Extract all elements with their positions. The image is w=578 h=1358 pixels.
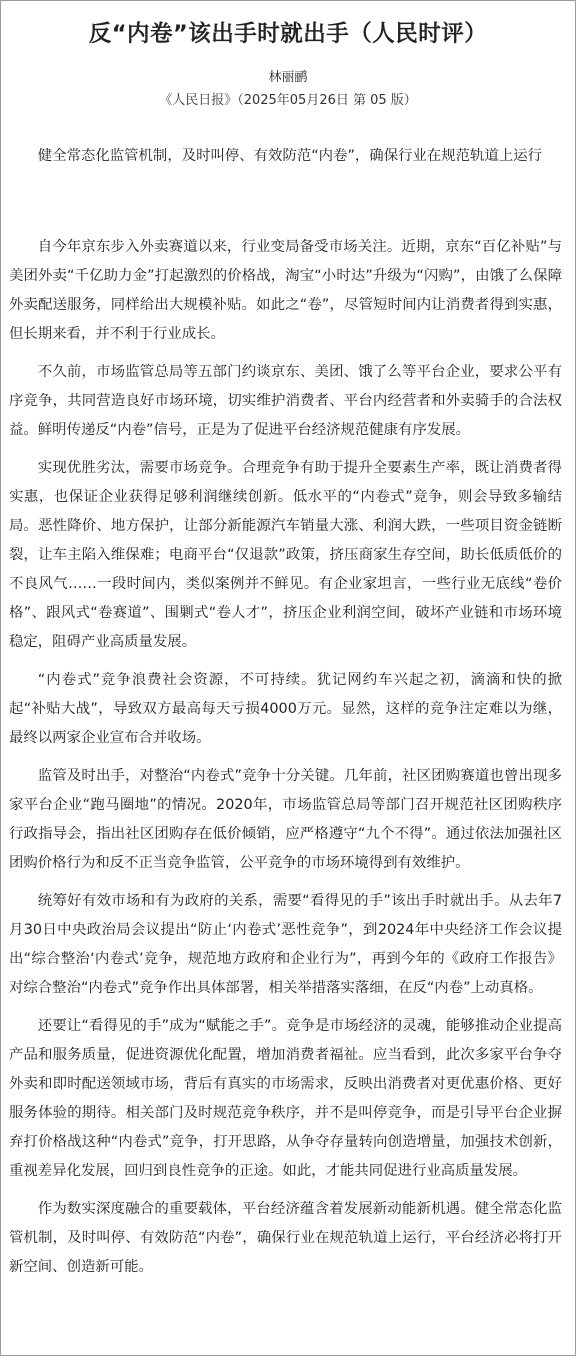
- article-title: 反“内卷”该出手时就出手（人民时评）: [88, 21, 488, 47]
- paragraph-1: 自今年京东步入外卖赛道以来，行业变局备受市场关注。近期，京东“百亿补贴”与美团外卖“千亿助力金”打起激烈的价格战，淘宝“小时达”升级为“闪购”，由饿了么保障外卖配送服务，同样给出大规模补贴。如此之“卷”，尽管短时间内让消费者得到实惠，但长期来看，并不利于行业成长。: [9, 239, 562, 342]
- paragraph-8: 作为数实深度融合的重要载体，平台经济蕴含着发展新动能新机遇。健全常态化监管机制，及时叫停、有效防范“内卷”，确保行业在规范轨道上运行，平台经济必将打开新空间、创造新可能。: [9, 1201, 562, 1275]
- article-source: 《人民日报》（2025年05月26日 第 05 版）: [159, 93, 417, 108]
- paragraph-6: 统筹好有效市场和有为政府的关系，需要“看得见的手”该出手时就出手。从去年7月30日中央政治局会议提出“防止‘内卷式’恶性竞争”，到2024年中央经济工作会议提出“综合整治‘内卷式’竞争，规范地方政府和企业行为”，再到今年的《政府工作报告》对综合整治“内卷式”竞争作出具体部署，相关举措落实落细，在反“内卷”上动真格。: [9, 893, 562, 996]
- article-subtitle: 健全常态化监管机制，及时叫停、有效防范“内卷”，确保行业在规范轨道上运行: [37, 148, 542, 164]
- paragraph-3: 实现优胜劣汰，需要市场竞争。合理竞争有助于提升全要素生产率，既让消费者得实惠，也保证企业获得足够利润继续创新。低水平的“内卷式”竞争，则会导致多输结局。恶性降价、地方保护，让部分新能源汽车销量大涨、利润大跌，一些项目资金链断裂，让车主陷入维保难；电商平台“仅退款”政策，挤压商家生存空间，助长低质低价的不良风气……一段时间内，类似案例并不鲜见。有企业家坦言，一些行业无底线“卷价格”、跟风式“卷赛道”、围剿式“卷人才”，挤压企业利润空间，破坏产业链和市场环境稳定，阻碍产业高质量发展。: [9, 460, 562, 650]
- paragraph-7: 还要让“看得见的手”成为“赋能之手”。竞争是市场经济的灵魂，能够推动企业提高产品和服务质量，促进资源优化配置，增加消费者福祉。应当看到，此次多家平台争夺外卖和即时配送领域市场，背后有真实的市场需求，反映出消费者对更优惠价格、更好服务体验的期待。相关部门及时规范竞争秩序，并不是叫停竞争，而是引导平台企业摒弃打价格战这种“内卷式”竞争，打开思路，从争夺存量转向创造增量，加强技术创新，重视差异化发展，回归到良性竞争的正途。如此，才能共同促进行业高质量发展。: [9, 1018, 562, 1179]
- article-author: 林丽鹂: [268, 70, 308, 85]
- article-body: [1, 142, 575, 1282]
- paragraph-4: “内卷式”竞争浪费社会资源，不可持续。犹记网约车兴起之初，滴滴和快的掀起“补贴大战”，导致双方最高每天亏损4000万元。显然，这样的竞争注定难以为继，最终以两家企业宣布合并收场。: [9, 672, 562, 746]
- paragraph-2: 不久前，市场监管总局等五部门约谈京东、美团、饿了么等平台企业，要求公平有序竞争，共同营造良好市场环境，切实维护消费者、平台内经营者和外卖骑手的合法权益。鲜明传递反“内卷”信号，正是为了促进平台经济规范健康有序发展。: [9, 364, 562, 438]
- paragraph-5: 监管及时出手，对整治“内卷式”竞争十分关键。几年前，社区团购赛道也曾出现多家平台企业“跑马圈地”的情况。2020年，市场监管总局等部门召开规范社区团购秩序行政指导会，指出社区团购存在低价倾销，应严格遵守“九个不得”。通过依法加强社区团购价格行为和反不正当竞争监管，公平竞争的市场环境得到有效维护。: [9, 768, 562, 871]
